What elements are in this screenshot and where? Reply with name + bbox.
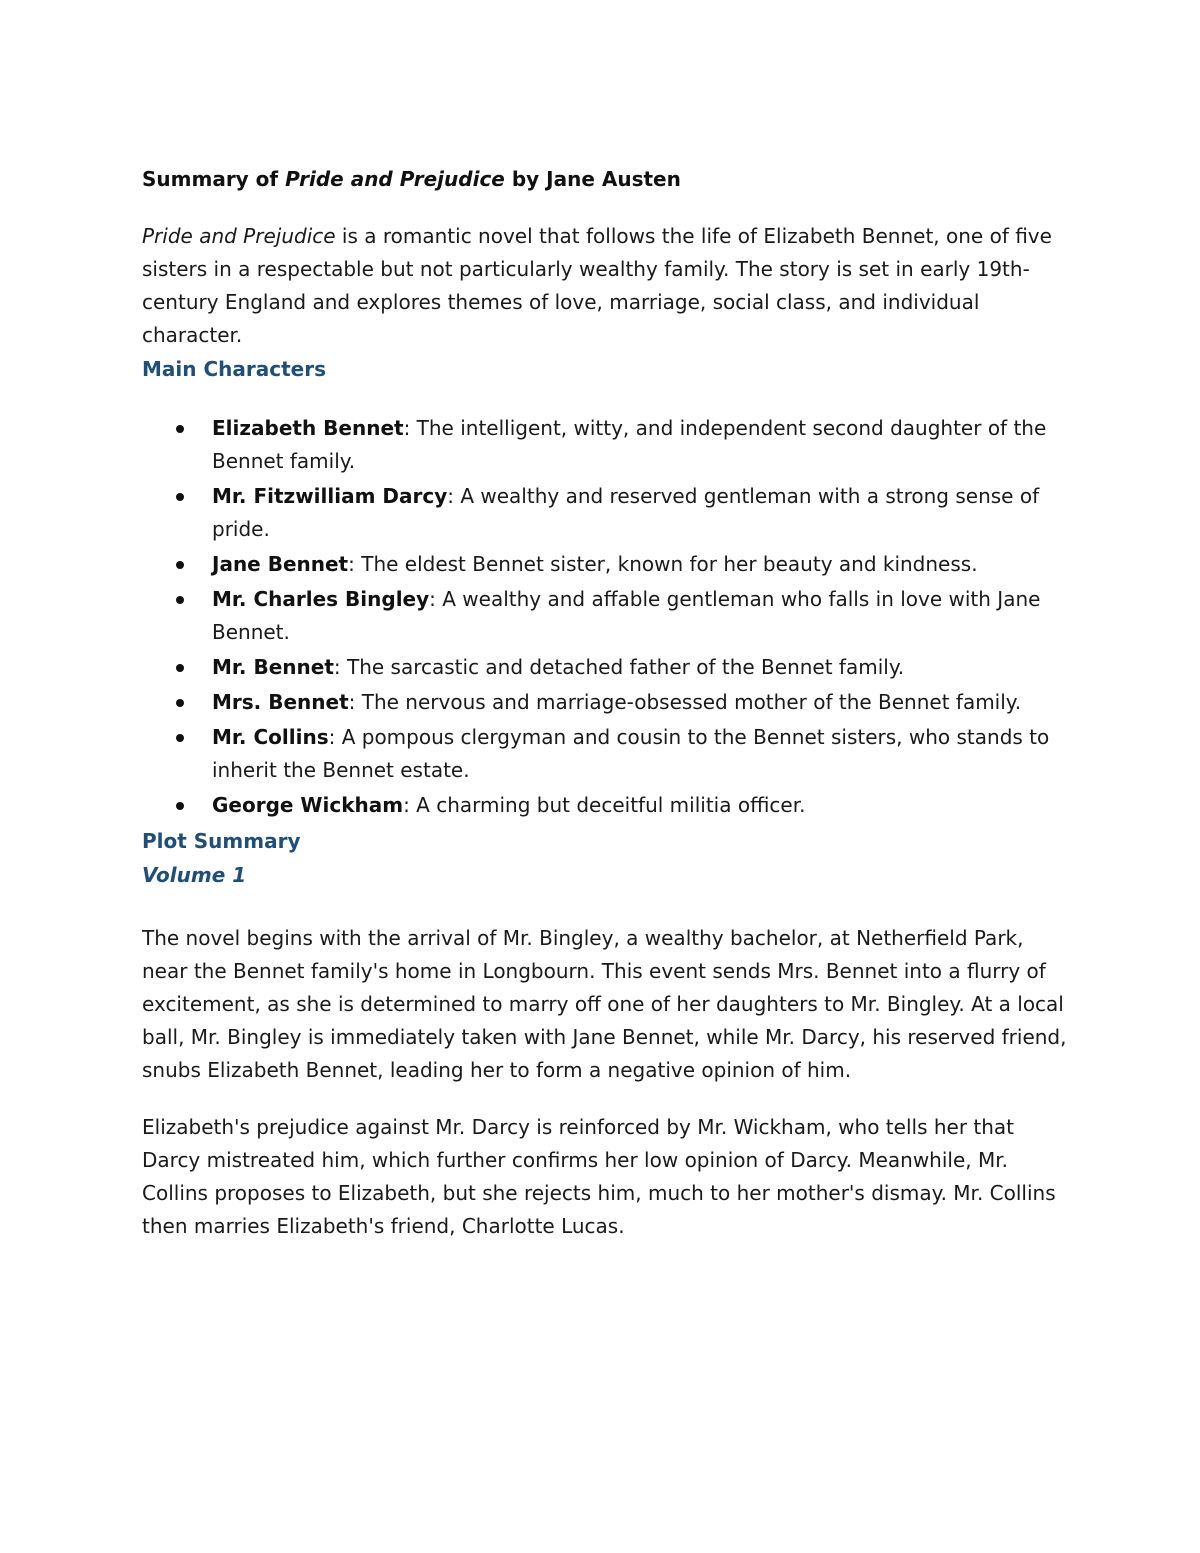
character-name: Mrs. Bennet: [212, 690, 349, 714]
list-item: [142, 412, 1072, 478]
intro-paragraph: [142, 220, 1072, 352]
character-description: : A charming but deceitful militia officer.: [403, 793, 806, 817]
character-description: : The sarcastic and detached father of the Bennet family.: [333, 655, 905, 679]
bullet-icon: [176, 425, 184, 433]
title-book-name: Pride and Prejudice: [285, 167, 505, 191]
list-item: [142, 721, 1072, 787]
character-description: : The intelligent, witty, and independent second daughter of the Bennet family.: [212, 416, 1047, 473]
list-item: [142, 651, 1072, 684]
title-suffix: by Jane Austen: [504, 167, 681, 191]
character-name: Elizabeth Bennet: [212, 416, 404, 440]
character-description: : A wealthy and affable gentleman who falls in love with Jane Bennet.: [212, 587, 1041, 644]
bullet-icon: [176, 493, 184, 501]
plot-paragraph-2: Elizabeth's prejudice against Mr. Darcy is reinforced by Mr. Wickham, who tells her that Darcy mistreated him, which further confirms her low opinion of Darcy. Meanwhile, Mr. Collins proposes to Elizabeth, but she rejects him, much to her mother's dismay. Mr. Collins then marries Elizabeth's friend, Charlotte Lucas.: [142, 1115, 1056, 1238]
character-description: : A pompous clergyman and cousin to the Bennet sisters, who stands to inherit the Bennet estate.: [212, 725, 1050, 782]
character-name: Mr. Fitzwilliam Darcy: [212, 484, 448, 508]
main-characters-heading: Main Characters: [142, 357, 326, 381]
character-name: Mr. Bennet: [212, 655, 334, 679]
bullet-icon: [176, 561, 184, 569]
document-title: [142, 162, 1072, 196]
character-name: Mr. Charles Bingley: [212, 587, 430, 611]
document-page: [142, 162, 1072, 1243]
title-prefix: Summary of: [142, 167, 286, 191]
list-item: [142, 789, 1072, 822]
character-name: Mr. Collins: [212, 725, 329, 749]
bullet-icon: [176, 802, 184, 810]
intro-text: is a romantic novel that follows the life of Elizabeth Bennet, one of five sisters in a respectable but not particularly wealthy family. The story is set in early 19th-century England and explores themes of love, marriage, social class, and individual character.: [142, 224, 1052, 347]
bullet-icon: [176, 664, 184, 672]
plot-summary-heading: Plot Summary: [142, 829, 301, 853]
list-item: [142, 686, 1072, 719]
character-description: : The nervous and marriage-obsessed mother of the Bennet family.: [348, 690, 1022, 714]
bullet-icon: [176, 699, 184, 707]
intro-book-name: Pride and Prejudice: [142, 224, 336, 248]
character-name: Jane Bennet: [212, 552, 349, 576]
plot-paragraph-1: The novel begins with the arrival of Mr. Bingley, a wealthy bachelor, at Netherfield Park, near the Bennet family's home in Longbourn. This event sends Mrs. Bennet into a flurry of excitement, as she is determined to marry off one of her daughters to Mr. Bingley. At a local ball, Mr. Bingley is immediately taken with Jane Bennet, while Mr. Darcy, his reserved friend, snubs Elizabeth Bennet, leading her to form a negative opinion of him.: [142, 926, 1067, 1082]
bullet-icon: [176, 596, 184, 604]
list-item: [142, 583, 1072, 649]
character-description: : A wealthy and reserved gentleman with a strong sense of pride.: [212, 484, 1040, 541]
character-list: [142, 412, 1072, 822]
volume-1-heading: Volume 1: [142, 863, 247, 887]
list-item: [142, 480, 1072, 546]
character-name: George Wickham: [212, 793, 404, 817]
bullet-icon: [176, 734, 184, 742]
character-description: : The eldest Bennet sister, known for her beauty and kindness.: [348, 552, 978, 576]
list-item: [142, 548, 1072, 581]
